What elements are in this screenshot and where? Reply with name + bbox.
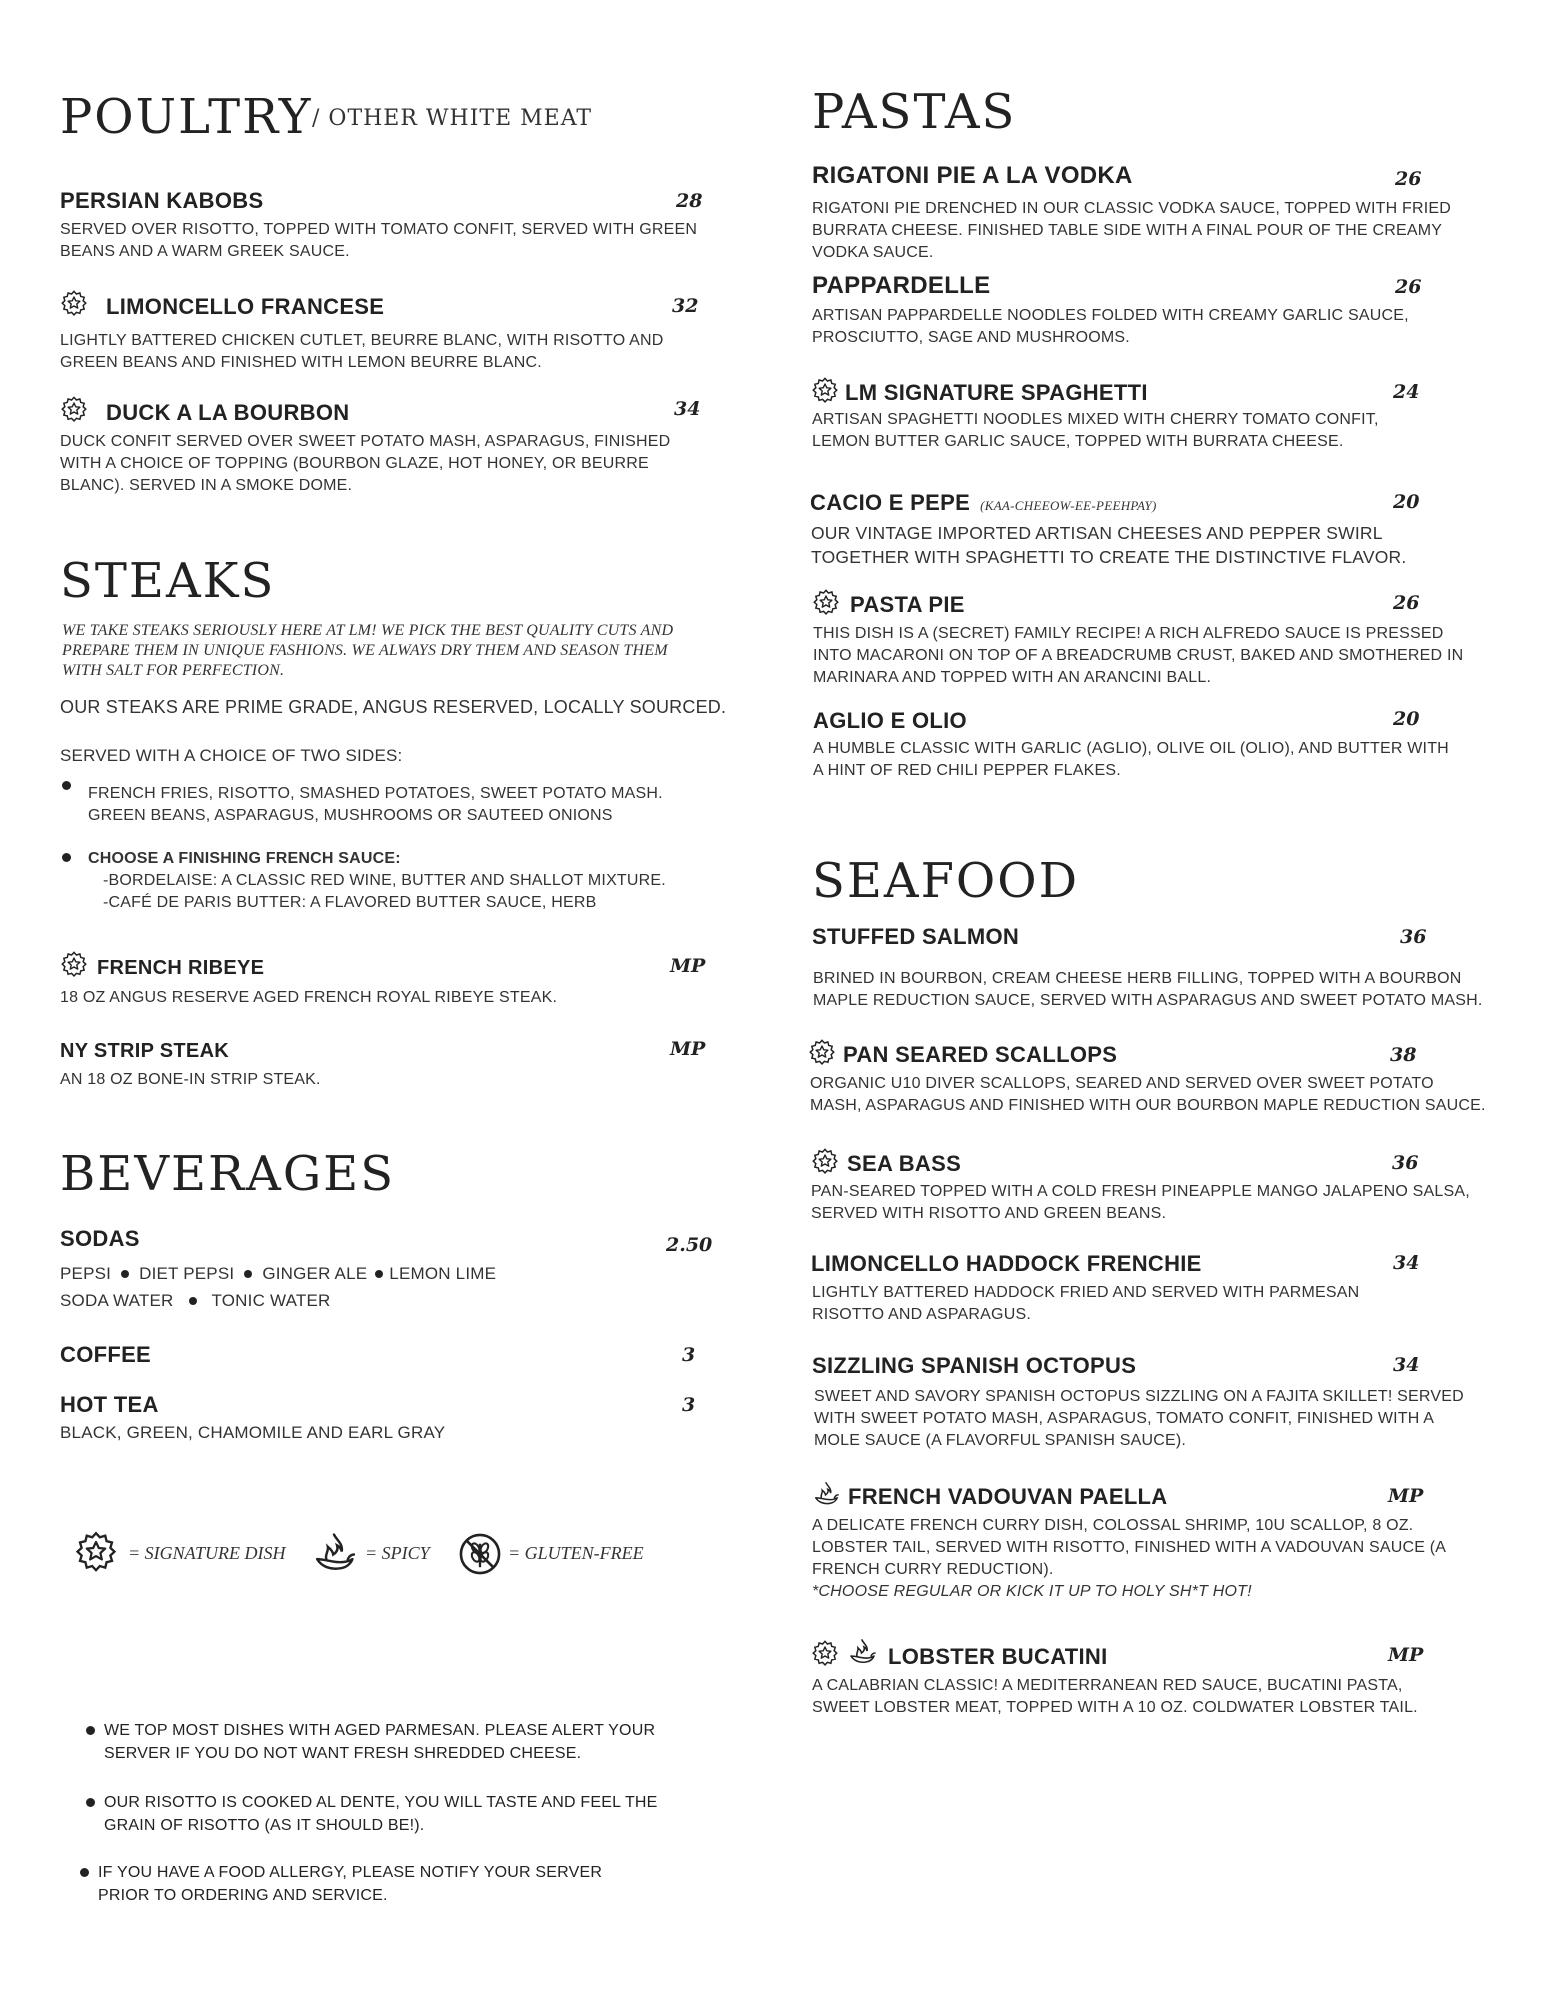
item-price: 36 xyxy=(1400,926,1427,948)
sauce-option: -CAFÉ DE PARIS BUTTER: A FLAVORED BUTTER SAUCE, HERB xyxy=(103,894,597,911)
item-price: 2.50 xyxy=(666,1234,713,1256)
star-badge-icon xyxy=(811,377,839,405)
note: OUR RISOTTO IS COOKED AL DENTE, YOU WILL TASTE AND FEEL THE GRAIN OF RISOTTO (AS IT SHOULD BE!). xyxy=(104,1794,658,1834)
seafood-title: SEAFOOD xyxy=(812,853,1080,909)
poultry-subtitle: / OTHER WHITE MEAT xyxy=(312,106,593,131)
item-name: LIMONCELLO FRANCESE xyxy=(106,294,385,319)
item-name: SODAS xyxy=(60,1226,140,1251)
legend-spicy: = SPICY xyxy=(365,1543,430,1563)
star-badge-icon xyxy=(74,1531,118,1575)
bullet xyxy=(80,1868,89,1877)
bullet xyxy=(86,1798,95,1807)
item-name: PERSIAN KABOBS xyxy=(60,188,264,213)
note: IF YOU HAVE A FOOD ALLERGY, PLEASE NOTIFY YOUR SERVER PRIOR TO ORDERING AND SERVICE. xyxy=(98,1864,603,1904)
item-price: 28 xyxy=(676,190,703,212)
sauce-option: -BORDELAISE: A CLASSIC RED WINE, BUTTER AND SHALLOT MIXTURE. xyxy=(103,872,666,889)
star-badge-icon xyxy=(60,290,88,318)
item-name: PASTA PIE xyxy=(850,592,965,617)
item-name: FRENCH RIBEYE xyxy=(97,957,265,979)
item-name: CACIO E PEPE (KAA-CHEEOW-EE-PEEHPAY) xyxy=(810,490,1157,515)
item-name: NY STRIP STEAK xyxy=(60,1040,230,1062)
sides-heading: SERVED WITH A CHOICE OF TWO SIDES: xyxy=(60,746,403,765)
item-note: *CHOOSE REGULAR OR KICK IT UP TO HOLY SH*T HOT! xyxy=(812,1583,1252,1600)
soda-option: GINGER ALE xyxy=(262,1264,368,1283)
item-description: SERVED OVER RISOTTO, TOPPED WITH TOMATO CONFIT, SERVED WITH GREEN BEANS AND A WARM GREEK SAUCE. xyxy=(60,221,698,260)
soda-option: SODA WATER xyxy=(60,1291,174,1310)
item-description: LIGHTLY BATTERED CHICKEN CUTLET, BEURRE BLANC, WITH RISOTTO AND GREEN BEANS AND FINISHED WITH LEMON BEURRE BLANC. xyxy=(60,332,664,371)
item-name: RIGATONI PIE A LA VODKA xyxy=(812,162,1133,189)
soda-options-row-1 xyxy=(60,1263,496,1285)
item-description: 18 OZ ANGUS RESERVE AGED FRENCH ROYAL RIBEYE STEAK. xyxy=(60,989,558,1006)
item-name: COFFEE xyxy=(60,1342,152,1367)
item-price: 34 xyxy=(674,398,701,420)
item-description: ORGANIC U10 DIVER SCALLOPS, SEARED AND SERVED OVER SWEET POTATO MASH, ASPARAGUS AND FINISHED WITH OUR BOURBON MAPLE REDUCTION SAUCE. xyxy=(810,1075,1486,1114)
bullet xyxy=(62,781,71,790)
star-badge-icon xyxy=(811,1640,839,1668)
legend-gluten-free: = GLUTEN-FREE xyxy=(508,1543,644,1563)
item-description: BLACK, GREEN, CHAMOMILE AND EARL GRAY xyxy=(60,1423,446,1442)
item-description: ARTISAN SPAGHETTI NOODLES MIXED WITH CHERRY TOMATO CONFIT, LEMON BUTTER GARLIC SAUCE, TOPPED WITH BURRATA CHEESE. xyxy=(812,411,1379,450)
item-name: LM SIGNATURE SPAGHETTI xyxy=(845,380,1148,405)
item-name: PAN SEARED SCALLOPS xyxy=(843,1042,1118,1067)
item-name: LIMONCELLO HADDOCK FRENCHIE xyxy=(811,1251,1202,1276)
item-name: DUCK A LA BOURBON xyxy=(106,400,350,425)
pastas-title: PASTAS xyxy=(812,84,1017,140)
note: WE TOP MOST DISHES WITH AGED PARMESAN. PLEASE ALERT YOUR SERVER IF YOU DO NOT WANT FRESH SHREDDED CHEESE. xyxy=(104,1722,656,1762)
item-name: PAPPARDELLE xyxy=(812,272,991,299)
pronunciation: (KAA-CHEEOW-EE-PEEHPAY) xyxy=(980,498,1157,513)
item-price: MP xyxy=(670,1038,706,1060)
item-price: MP xyxy=(670,955,706,977)
flame-icon xyxy=(308,1530,360,1576)
item-description: A HUMBLE CLASSIC WITH GARLIC (AGLIO), OLIVE OIL (OLIO), AND BUTTER WITH A HINT OF RED CHILI PEPPER FLAKES. xyxy=(813,740,1449,779)
item-price: 26 xyxy=(1393,592,1420,614)
item-price: 32 xyxy=(672,295,699,317)
star-badge-icon xyxy=(811,1148,839,1176)
soda-options-row-2 xyxy=(60,1290,330,1312)
item-name: FRENCH VADOUVAN PAELLA xyxy=(848,1484,1168,1509)
item-description: BRINED IN BOURBON, CREAM CHEESE HERB FILLING, TOPPED WITH A BOURBON MAPLE REDUCTION SAUCE, SERVED WITH ASPARAGUS AND SWEET POTATO MASH. xyxy=(813,970,1483,1009)
star-badge-icon xyxy=(808,1039,836,1067)
flame-icon xyxy=(812,1480,840,1508)
item-description: ARTISAN PAPPARDELLE NOODLES FOLDED WITH CREAMY GARLIC SAUCE, PROSCIUTTO, SAGE AND MUSHROOMS. xyxy=(812,307,1409,346)
poultry-title: POULTRY xyxy=(60,89,313,145)
item-name: LOBSTER BUCATINI xyxy=(888,1644,1108,1669)
sides-list: FRENCH FRIES, RISOTTO, SMASHED POTATOES, SWEET POTATO MASH. GREEN BEANS, ASPARAGUS, MUSHROOMS OR SAUTEED ONIONS xyxy=(88,785,663,824)
soda-option: TONIC WATER xyxy=(211,1291,331,1310)
item-description: SWEET AND SAVORY SPANISH OCTOPUS SIZZLING ON A FAJITA SKILLET! SERVED WITH SWEET POTATO MASH, ASPARAGUS, TOMATO CONFIT, FINISHED WITH A MOLE SAUCE (A FLAVORFUL SPANISH SAUCE). xyxy=(814,1388,1464,1449)
item-price: 26 xyxy=(1395,168,1422,190)
item-name: SIZZLING SPANISH OCTOPUS xyxy=(812,1353,1137,1378)
item-price: 3 xyxy=(682,1344,696,1366)
steaks-title: STEAKS xyxy=(60,553,276,609)
soda-option: LEMON LIME xyxy=(389,1264,497,1283)
item-price: 26 xyxy=(1395,276,1422,298)
item-description: THIS DISH IS A (SECRET) FAMILY RECIPE! A RICH ALFREDO SAUCE IS PRESSED INTO MACARONI ON TOP OF A BREADCRUMB CRUST, BAKED AND SMOTHERED IN MARINARA AND TOPPED WITH AN ARANCINI BALL. xyxy=(813,625,1464,686)
star-badge-icon xyxy=(812,589,840,617)
item-price: 36 xyxy=(1392,1152,1419,1174)
item-name: AGLIO E OLIO xyxy=(813,708,967,733)
item-price: 34 xyxy=(1393,1252,1420,1274)
item-price: 20 xyxy=(1393,491,1420,513)
item-price: 38 xyxy=(1390,1044,1417,1066)
item-description: A DELICATE FRENCH CURRY DISH, COLOSSAL SHRIMP, 10U SCALLOP, 8 OZ. LOBSTER TAIL, SERVED WITH RISOTTO, FINISHED WITH A VADOUVAN SAUCE (A FRENCH CURRY REDUCTION). xyxy=(812,1517,1446,1578)
steaks-intro: WE TAKE STEAKS SERIOUSLY HERE AT LM! WE PICK THE BEST QUALITY CUTS AND PREPARE THEM IN UNIQUE FASHIONS. WE ALWAYS DRY THEM AND SEASON THEM WITH SALT FOR PERFECTION. xyxy=(62,622,674,679)
soda-option: PEPSI xyxy=(60,1264,112,1283)
item-description: PAN-SEARED TOPPED WITH A COLD FRESH PINEAPPLE MANGO JALAPENO SALSA, SERVED WITH RISOTTO AND GREEN BEANS. xyxy=(811,1183,1470,1222)
item-description: AN 18 OZ BONE-IN STRIP STEAK. xyxy=(60,1071,321,1088)
beverages-title: BEVERAGES xyxy=(60,1146,396,1202)
item-description: DUCK CONFIT SERVED OVER SWEET POTATO MASH, ASPARAGUS, FINISHED WITH A CHOICE OF TOPPING (BOURBON GLAZE, HOT HONEY, OR BEURRE BLANC). SERVED IN A SMOKE DOME. xyxy=(60,433,671,494)
sauce-heading: CHOOSE A FINISHING FRENCH SAUCE: xyxy=(88,850,401,867)
flame-icon xyxy=(846,1637,878,1667)
wheat-crossed-icon xyxy=(458,1532,502,1576)
item-description: RIGATONI PIE DRENCHED IN OUR CLASSIC VODKA SAUCE, TOPPED WITH FRIED BURRATA CHEESE. FINISHED TABLE SIDE WITH A FINAL POUR OF THE CREAMY VODKA SAUCE. xyxy=(812,200,1451,261)
item-name: HOT TEA xyxy=(60,1392,159,1417)
item-price: MP xyxy=(1388,1485,1424,1507)
steaks-grade: OUR STEAKS ARE PRIME GRADE, ANGUS RESERVED, LOCALLY SOURCED. xyxy=(60,697,727,717)
soda-option: DIET PEPSI xyxy=(139,1264,235,1283)
item-description: A CALABRIAN CLASSIC! A MEDITERRANEAN RED SAUCE, BUCATINI PASTA, SWEET LOBSTER MEAT, TOPPED WITH A 10 OZ. COLDWATER LOBSTER TAIL. xyxy=(812,1677,1418,1716)
item-price: 20 xyxy=(1393,708,1420,730)
bullet xyxy=(86,1726,95,1735)
item-price: 34 xyxy=(1393,1354,1420,1376)
star-badge-icon xyxy=(60,396,88,424)
item-price: 24 xyxy=(1393,381,1420,403)
item-price: 3 xyxy=(682,1394,696,1416)
item-description: OUR VINTAGE IMPORTED ARTISAN CHEESES AND PEPPER SWIRL TOGETHER WITH SPAGHETTI TO CREATE THE DISTINCTIVE FLAVOR. xyxy=(811,523,1407,567)
legend-signature: = SIGNATURE DISH xyxy=(128,1543,286,1563)
item-name: STUFFED SALMON xyxy=(812,924,1020,949)
item-description: LIGHTLY BATTERED HADDOCK FRIED AND SERVED WITH PARMESAN RISOTTO AND ASPARAGUS. xyxy=(812,1284,1360,1323)
star-badge-icon xyxy=(60,951,88,979)
item-price: MP xyxy=(1388,1644,1424,1666)
item-name: SEA BASS xyxy=(847,1151,962,1176)
bullet xyxy=(62,853,71,862)
